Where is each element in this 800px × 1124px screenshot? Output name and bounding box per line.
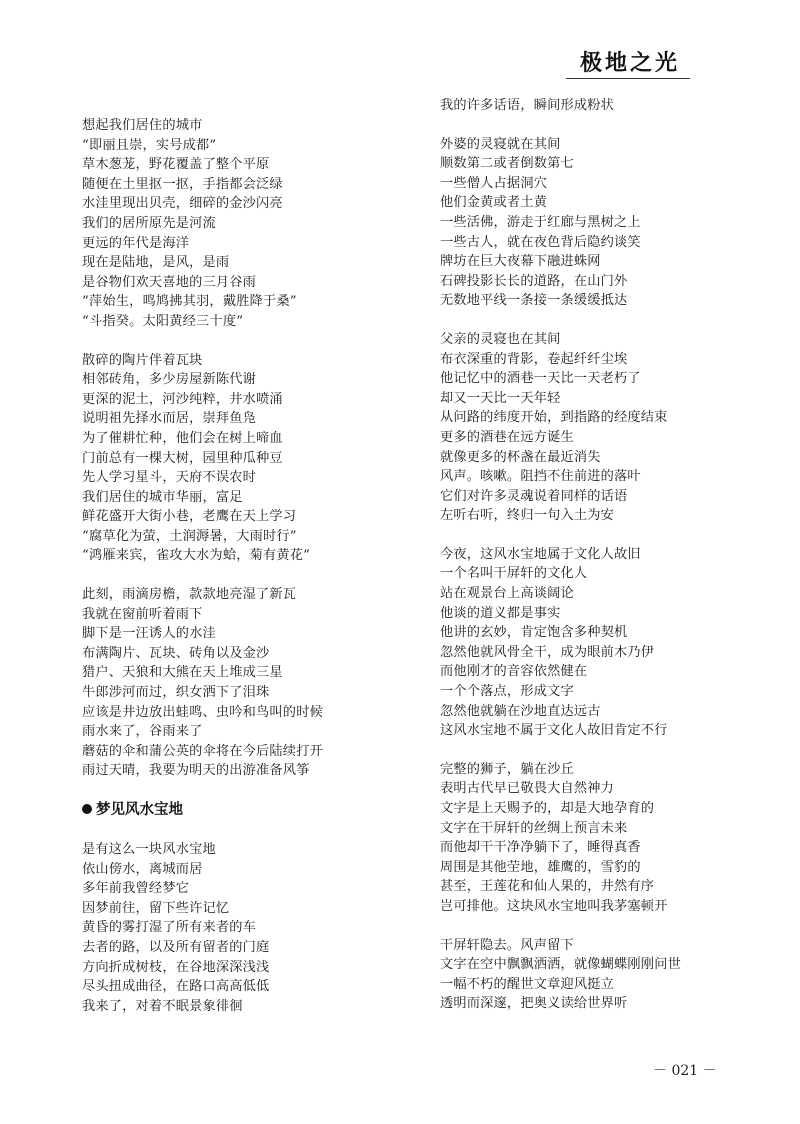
poem-line: 甚至，王莲花和仙人果的，井然有序 — [440, 879, 655, 895]
poem-line: 一个名叫干屏轩的文化人 — [440, 566, 588, 582]
poem-line: 更深的泥土，河沙纯粹，井水喷涌 — [82, 391, 283, 407]
poem-line: 站在观景台上高谈阔论 — [440, 586, 574, 602]
stanza — [440, 330, 740, 526]
poem-line: 猎户、天狼和大熊在天上堆成三星 — [82, 665, 283, 681]
poem-line: 一幅不朽的醒世文章迎风挺立 — [440, 976, 615, 992]
poem-line: 他们金黄或者土黄 — [440, 195, 548, 211]
poem-line: 雨水来了，谷雨来了 — [82, 724, 203, 740]
poem-line: 文字是上天赐予的，却是大地孕育的 — [440, 801, 655, 816]
poem-line: 脚下是一汪诱人的水洼 — [82, 626, 216, 642]
poem-line: 我来了，对着不眠景象徘徊 — [82, 998, 243, 1014]
poem-line: 石碑投影长长的道路，在山门外 — [440, 273, 628, 289]
poem-line: 水洼里现出贝壳，细碎的金沙闪亮 — [82, 196, 283, 212]
header-rule — [566, 78, 690, 79]
poem-line: 想起我们居住的城市 — [82, 118, 203, 133]
poem-line: 随便在土里抠一抠，手指都会泛绿 — [82, 176, 283, 192]
poem-line: 他记忆中的酒巷一天比一天老朽了 — [440, 371, 641, 387]
poem-line: 顺数第二或者倒数第七 — [440, 156, 574, 172]
stanza — [82, 840, 382, 1016]
poem-line: 牛郎涉河而过，织女洒下了泪珠 — [82, 685, 270, 701]
stanza — [440, 96, 740, 116]
poem-line: “腐草化为萤，土润溽暑，大雨时行” — [82, 528, 297, 544]
bullet-icon — [82, 804, 92, 814]
poem-line: 黄昏的雾打湿了所有来者的车 — [82, 920, 257, 936]
stanza — [440, 135, 740, 311]
poem-line: 父亲的灵寝也在其间 — [440, 331, 561, 347]
poem-line: 多年前我曾经梦它 — [82, 881, 190, 897]
stanza — [440, 760, 740, 917]
poem-line: 蘑菇的伞和蒲公英的伞将在今后陆续打开 — [82, 743, 323, 759]
stanza — [82, 116, 382, 332]
page-header-title: 极地之光 — [580, 51, 681, 76]
stanza — [440, 545, 740, 741]
poem-line: 为了催耕忙种，他们会在树上啼血 — [82, 430, 283, 446]
poem-line: 而他却干干净净躺下了，睡得真香 — [440, 840, 641, 856]
poem-line: 表明古代早已敬畏大自然神力 — [440, 781, 615, 797]
poem-line: “即丽且崇，实号成都” — [82, 137, 217, 153]
poem-line: 完整的狮子，躺在沙丘 — [440, 761, 574, 777]
poem-line: 是有这么一块风水宝地 — [82, 842, 216, 857]
poem-line: 却又一天比一天年轻 — [440, 390, 561, 406]
left-stanzas-after — [82, 840, 382, 1016]
poem-line: 无数地平线一条接一条缓缓抵达 — [440, 293, 628, 309]
stanza — [82, 351, 382, 567]
poem-line: 一些僧人占据洞穴 — [440, 175, 548, 191]
section-heading — [82, 800, 382, 820]
poem-line: 他讲的玄妙，肯定饱含多种契机 — [440, 625, 628, 641]
stanza — [440, 936, 740, 1014]
poem-line: 它们对许多灵魂说着同样的话语 — [440, 488, 628, 504]
poem-line: 我们的居所原先是河流 — [82, 215, 216, 231]
poem-line: 更远的年代是海洋 — [82, 235, 190, 251]
poem-line: 门前总有一棵大树，园里种瓜种豆 — [82, 450, 283, 466]
poem-line: 布满陶片、瓦块、砖角以及金沙 — [82, 645, 270, 661]
poem-line: 此刻，雨滴房檐，款款地亮湿了新瓦 — [82, 587, 297, 603]
poem-line: 干屏轩隐去。风声留下 — [440, 937, 574, 953]
poem-line: 文字在干屏轩的丝绸上预言未来 — [440, 820, 628, 836]
poem-line: 现在是陆地，是风，是雨 — [82, 255, 230, 271]
poem-line: 他谈的道义都是事实 — [440, 605, 561, 621]
poem-line: 从问路的纬度开始，到指路的经度结束 — [440, 410, 668, 426]
poem-line: 一些古人，就在夜色背后隐约谈笑 — [440, 234, 641, 250]
poem-line: 我就在窗前听着雨下 — [82, 606, 203, 622]
poem-line: 我们居住的城市华丽，富足 — [82, 489, 243, 505]
poem-line: 去者的路，以及所有留者的门庭 — [82, 939, 270, 955]
poem-line: 更多的酒巷在远方诞生 — [440, 429, 574, 445]
poem-line: 左听右听，终归一句入土为安 — [440, 508, 615, 524]
poem-line: 草木葱茏，野花覆盖了整个平原 — [82, 157, 270, 173]
poem-line: 忽然他就风骨全干，成为眼前木乃伊 — [440, 644, 655, 660]
poem-line: 说明祖先择水而居，崇拜鱼凫 — [82, 411, 257, 427]
poem-line: 方向折成树枝，在谷地深深浅浅 — [82, 959, 270, 975]
poem-line: 忽然他就躺在沙地直达远古 — [440, 703, 601, 719]
poem-line: 而他刚才的音容依然健在 — [440, 664, 588, 680]
poem-line: 今夜，这风水宝地属于文化人故旧 — [440, 546, 641, 562]
poem-line: 依山傍水，离城而居 — [82, 861, 203, 877]
section-heading-text: 梦见风水宝地 — [96, 802, 183, 818]
poem-line: 是谷物们欢天喜地的三月谷雨 — [82, 274, 257, 290]
poem-line: 布衣深重的背影，卷起纤纤尘埃 — [440, 351, 628, 367]
poem-line: 就像更多的杯盏在最近消失 — [440, 449, 601, 465]
poem-line: 一些活佛，游走于红廊与黑树之上 — [440, 214, 641, 230]
poem-line: 我的许多话语，瞬间形成粉状 — [440, 98, 615, 113]
right-stanzas — [440, 96, 740, 1014]
poem-line: 岂可排他。这块风水宝地叫我茅塞顿开 — [440, 898, 668, 914]
poem-line: “鸿雁来宾，雀攻大水为蛤，菊有黄花” — [82, 548, 311, 564]
poem-line: 相邻砖角，多少房屋新陈代谢 — [82, 372, 257, 388]
poem-line: 透明而深邃，把奥义读给世界听 — [440, 996, 628, 1012]
poem-line: 周围是其他茔地，雄鹰的，雪豹的 — [440, 859, 641, 875]
stanza — [82, 585, 382, 781]
poem-line: 应该是井边放出蛙鸣、虫吟和鸟叫的时候 — [82, 704, 323, 720]
page-number: － 021 － — [653, 1063, 717, 1079]
poem-line: 雨过天晴，我要为明天的出游准备风筝 — [82, 763, 310, 779]
poem-line: 散碎的陶片伴着瓦块 — [82, 352, 203, 368]
poem-line: 外婆的灵寝就在其间 — [440, 136, 561, 152]
poem-line: 鲜花盛开大街小巷，老鹰在天上学习 — [82, 509, 297, 525]
poem-line: 因梦前往，留下些许记忆 — [82, 900, 230, 916]
poem-line: “萍始生，鸣鸠拂其羽，戴胜降于桑” — [82, 294, 297, 310]
left-column — [82, 116, 382, 1035]
poem-line: 先人学习星斗，天府不误农时 — [82, 470, 257, 486]
poem-line: 尽头扭成曲径，在路口高高低低 — [82, 979, 270, 995]
poem-line: 这风水宝地不属于文化人故旧肯定不行 — [440, 723, 668, 739]
poem-line: 风声。咳嗽。阻挡不住前进的落叶 — [440, 469, 641, 485]
poem-line: 一个个落点，形成文字 — [440, 684, 574, 700]
poem-line: “斗指癸。太阳黄经三十度” — [82, 313, 244, 329]
right-column — [440, 96, 740, 1033]
poem-line: 文字在空中飘飘洒洒，就像蝴蝶刚刚问世 — [440, 957, 681, 973]
poem-line: 牌坊在巨大夜幕下融进蛛网 — [440, 254, 601, 270]
left-stanzas-before — [82, 116, 382, 781]
